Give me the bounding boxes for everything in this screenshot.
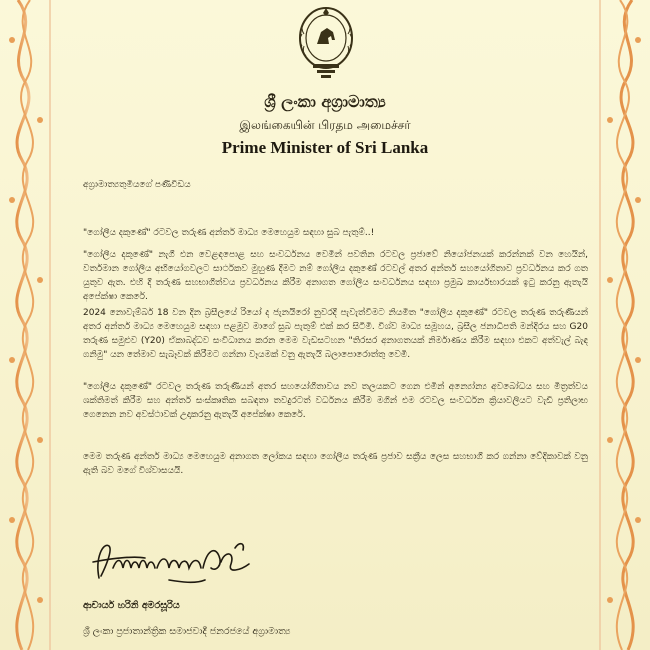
- signer-name: ආචාර්ය හරිනි අමරසූරිය: [83, 600, 180, 611]
- letter-paragraph: "ගෝලීය දකුණේ" නැගී එන වෙළඳපොළ සහ සංවර්ධනය වෙමින් පවතින රටවල ප්‍රජාවේ නියෝජනයක් කරන්නක් වන හෙයින්, වර්තමාන ගෝලීය අභියෝගවලට සාර්ථකව මුහුණ දීමට නම් ගෝලීය දකුණේ රටවල් අතර අන්තර් සහයෝගිතාව ප්‍රවර්ධනය කර ගත යුතුව ඇත. එහි දී තරුණ සහභාගීත්වය ප්‍රවර්ධනය කිරීම අනාගත ගෝලීය සංවර්ධනය සඳහා ප්‍රමුඛ කාර්යභාරයක් ඉටු කරනු ඇතැයි අපේක්ෂා කෙරේ.: [83, 250, 588, 302]
- letter-paragraph: "ගෝලීය දකුණේ" රටවල තරුණ තරුණියන් අතර සහයෝගීතාවය නව තලයකට ගෙන එමින් අන්‍යෝන්‍ය අවබෝධය සහ මිත්‍රත්වය ශක්තිමත් කිරීම සහ අන්තර් සංස්කෘතික සබඳතා තවදුරටත් වර්ධනය කිරීම මගින් එම රටවල සංවර්ධන ක්‍රියාවලියට වැඩි ප්‍රතිලාභ ගෙනෙන නව අවස්ථාවක් උදාකරනු ඇතැයි අපේක්ෂා කෙරේ.: [83, 382, 588, 420]
- letterhead-title-tamil: இலங்கையின் பிரதம அமைச்சர்: [239, 118, 411, 132]
- letterhead-title-english: Prime Minister of Sri Lanka: [221, 138, 429, 157]
- letter-paragraph: මෙම තරුණ අන්තර් මාධ්‍ය මෙහෙයුම අනාගත ලෝකය සඳහා ගෝලීය තරුණ ප්‍රජාව සක්‍රීය ලෙස සහභාගී කර ගන්නා වේදිකාවක් වනු ඇති බව මගේ විශ්වාසයයි.: [83, 452, 588, 476]
- letter-salutation: අග්‍රාමාත්‍යතුමියගේ පණිවිඩය: [83, 180, 191, 190]
- signer-title: ශ්‍රී ලංකා ප්‍රජාතාන්ත්‍රික සමාජවාදී ජනරජයේ අග්‍රාමාත්‍ය: [83, 626, 291, 637]
- letter-greeting: "ගෝලීය දකුණේ" රටවල තරුණ අන්තර් මාධ්‍ය මෙහෙයුම සඳහා සුබ පැතුම්..!: [83, 228, 375, 238]
- letterhead-title-sinhala: ශ්‍රී ලංකා අග්‍රාමාත්‍ය: [264, 92, 386, 111]
- handwritten-signature: [85, 528, 275, 592]
- letter-content: [55, 0, 595, 650]
- national-emblem-icon: [295, 2, 357, 80]
- letter-paragraph: 2024 නොවැම්බර් 18 වන දින බ්‍රසීලයේ රියෝ ද ජැනයිරෝ නුවරදී පැවැත්වීමට නියමිත "ගෝලීය දකුණේ" රටවල තරුණ තරුණියන් අතර අන්තර් මාධ්‍ය මෙහෙයුම සඳහා පළමුව මාගේ සුබ පැතුම් එක් කර සිටිමි. විශ්ව මාධ්‍ය සමූහය, බ්‍රසීල ජනාධිපති මන්දිරය සහ G20 තරුණ සමුළුව (Y20) ඒකාබද්ධව සංවිධානය කරන මෙම වැඩසටහන "තිරසර අනාගතයක් නිර්මාණය කිරීම සඳහා එකට අත්වැල් බැඳ ගනිමු" යන තේමාව සැබෑවක් කිරීමට ගන්නා වෑයමක් වනු ඇතැයි බලාපොරොත්තු වෙමි.: [83, 308, 588, 360]
- right-ornamental-border: [598, 0, 650, 650]
- left-ornamental-border: [0, 0, 52, 650]
